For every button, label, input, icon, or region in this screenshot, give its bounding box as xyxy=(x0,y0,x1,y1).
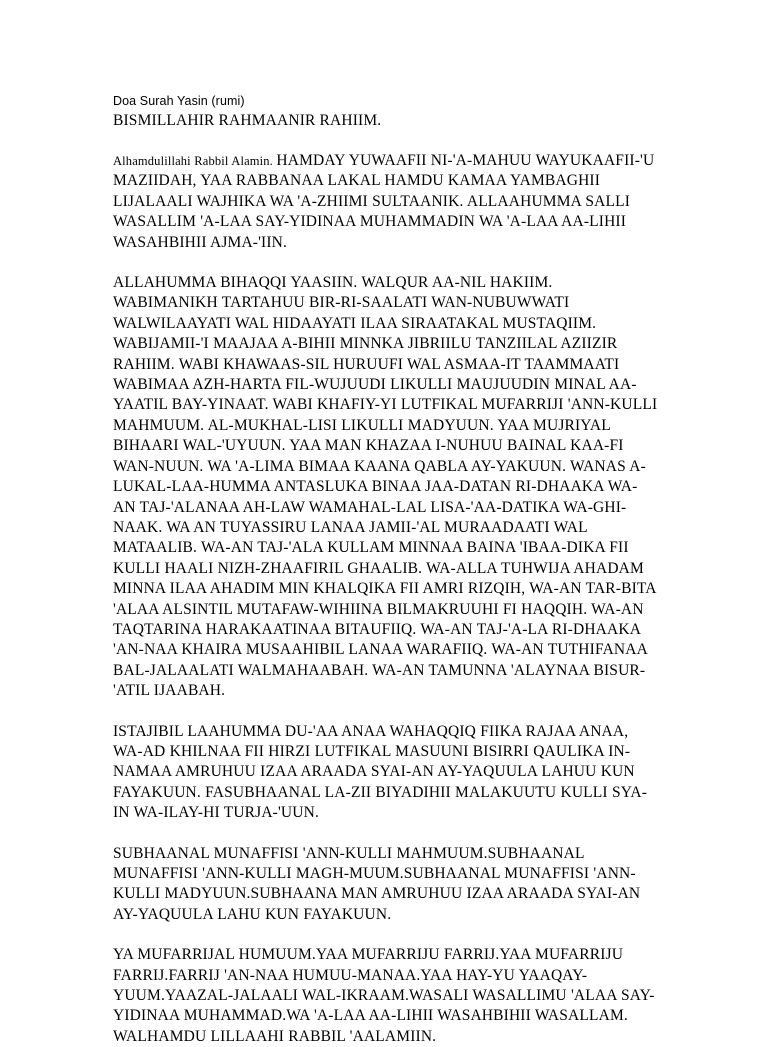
paragraph-spacer xyxy=(113,824,658,844)
paragraph-spacer xyxy=(113,253,658,273)
paragraph-2 xyxy=(113,273,658,702)
paragraph-4 xyxy=(113,844,658,926)
document-subtitle: BISMILLAHIR RAHMAANIR RAHIIM. xyxy=(113,112,382,129)
paragraph-5 xyxy=(113,945,658,1047)
paragraph-1-lead: Alhamdulillahi Rabbil Alamin. xyxy=(113,154,277,168)
document-title: Doa Surah Yasin (rumi) xyxy=(113,94,245,108)
document-body xyxy=(113,92,658,1047)
paragraph-4-text: SUBHAANAL MUNAFFISI 'ANN-KULLI MAHMUUM.SUBHAANAL MUNAFFISI 'ANN-KULLI MAGH-MUUM.SUBHAANAL MUNAFFISI 'ANN-KULLI MADYUUN.SUBHAANA MAN AMRUHUU IZAA ARAADA SYAI-AN AY-YAQUULA LAHU KUN FAYAKUUN. xyxy=(113,844,641,923)
paragraph-spacer xyxy=(113,702,658,722)
paragraph-5-text: YA MUFARRIJAL HUMUUM.YAA MUFARRIJU FARRIJ.YAA MUFARRIJU FARRIJ.FARRIJ 'AN-NAA HUMUU-MANAA.YAA HAY-YU YAAQAY-YUUM.YAAZAL-JALAALI WAL-IKRAAM.WASALI WASALLIMU 'ALAA SAY-YIDINAA MUHAMMAD.WA 'A-LAA AA-LIHII WASAHBIHII WASALLAM. WALHAMDU LILLAAHI RABBIL 'AALAMIIN. xyxy=(113,946,655,1045)
paragraph-1-text: HAMDAY YUWAAFII NI-'A-MAHUU WAYUKAAFII-'U MAZIIDAH, YAA RABBANAA LAKAL HAMDU KAMAA YAMBAGHII LIJALAALI WAJHIKA WA 'A-ZHIIMI SULTAANIK. ALLAAHUMMA SALLI WASALLIM 'A-LAA SAY-YIDINAA MUHAMMADIN WA 'A-LAA AA-LIHII WASAHBIHII AJMA-'IIN. xyxy=(113,152,655,251)
paragraph-3 xyxy=(113,722,658,824)
paragraph-3-text: ISTAJIBIL LAAHUMMA DU-'AA ANAA WAHAQQIQ FIIKA RAJAA ANAA, WA-AD KHILNAA FII HIRZI LUTFIKAL MASUUNI BISIRRI QAULIKA IN-NAMAA AMRUHUU IZAA ARAADA SYAI-AN AY-YAQUULA LAHUU KUN FAYAKUUN. FASUBHAANAL LA-ZII BIYADIHII MALAKUUTU KULLI SYA-IN WA-ILAY-HI TURJA-'UUN. xyxy=(113,722,648,822)
paragraph-1 xyxy=(113,151,658,253)
paragraph-spacer xyxy=(113,925,658,945)
paragraph-spacer xyxy=(113,131,658,151)
paragraph-2-text: ALLAHUMMA BIHAQQI YAASIIN. WALQUR AA-NIL HAKIIM. WABIMANIKH TARTAHUU BIR-RI-SAALATI WAN-NUBUWWATI WALWILAAYATI WAL HIDAAYATI ILAA SIRAATAKAL MUSTAQIIM. WABIJAMII-'I MAAJAA A-BIHII MINNKA JIBRIILU TANZIILAL AZIIZIR RAHIIM. WABI KHAWAAS-SIL HURUUFI WAL ASMAA-IT TAAMMAATI WABIMAA AZH-HARTA FIL-WUJUUDI LIKULLI MAUJUUDIN MINAL AA-YAATIL BAY-YINAAT. WABI KHAFIY-YI LUTFIKAL MUFARRIJI 'ANN-KULLI MAHMUUM. AL-MUKHAL-LISI LIKULLI MADYUUN. YAA MUJRIYAL BIHAARI WAL-'UYUUN. YAA MAN KHAZAA I-NUHUU BAINAL KAA-FI WAN-NUUN. WA 'A-LIMA BIMAA KAANA QABLA AY-YAKUUN. WANAS A-LUKAL-LAA-HUMMA ANTASLUKA BINAA JAA-DATAN RI-DHAAKA WA-AN TAJ-'ALANAA AH-LAW WAMAHAL-LAL LISA-'AA-DATIKA WA-GHI-NAAK. WA AN TUYASSIRU LANAA JAMII-'AL MURAADAATI WAL MATAALIB. WA-AN TAJ-'ALA KULLAM MINNAA BAINA 'IBAA-DIKA FII KULLI HAALI NIZH-ZHAAFIRIL GHAALIB. WA-ALLA TUHWIJA AHADAM MINNA ILAA AHADIM MIN KHALQIKA FII AMRI RIZQIH, WA-AN TAR-BITA 'ALAA ALSINTIL MUTAFAW-WIHIINA BILMAKRUUHI FI HAQQIH. WA-AN TAQTARINA HARAKAATINAA BITAUFIIQ. WA-AN TAJ-'A-LA RI-DHAAKA 'AN-NAA KHAIRA MUSAAHIBIL LANAA WARAFIIQ. WA-AN TUTHIFANAA BAL-JALAALATI WALMAHAABAH. WA-AN TAMUNNA 'ALAYNAA BISUR-'ATIL IJAABAH. xyxy=(113,274,658,700)
